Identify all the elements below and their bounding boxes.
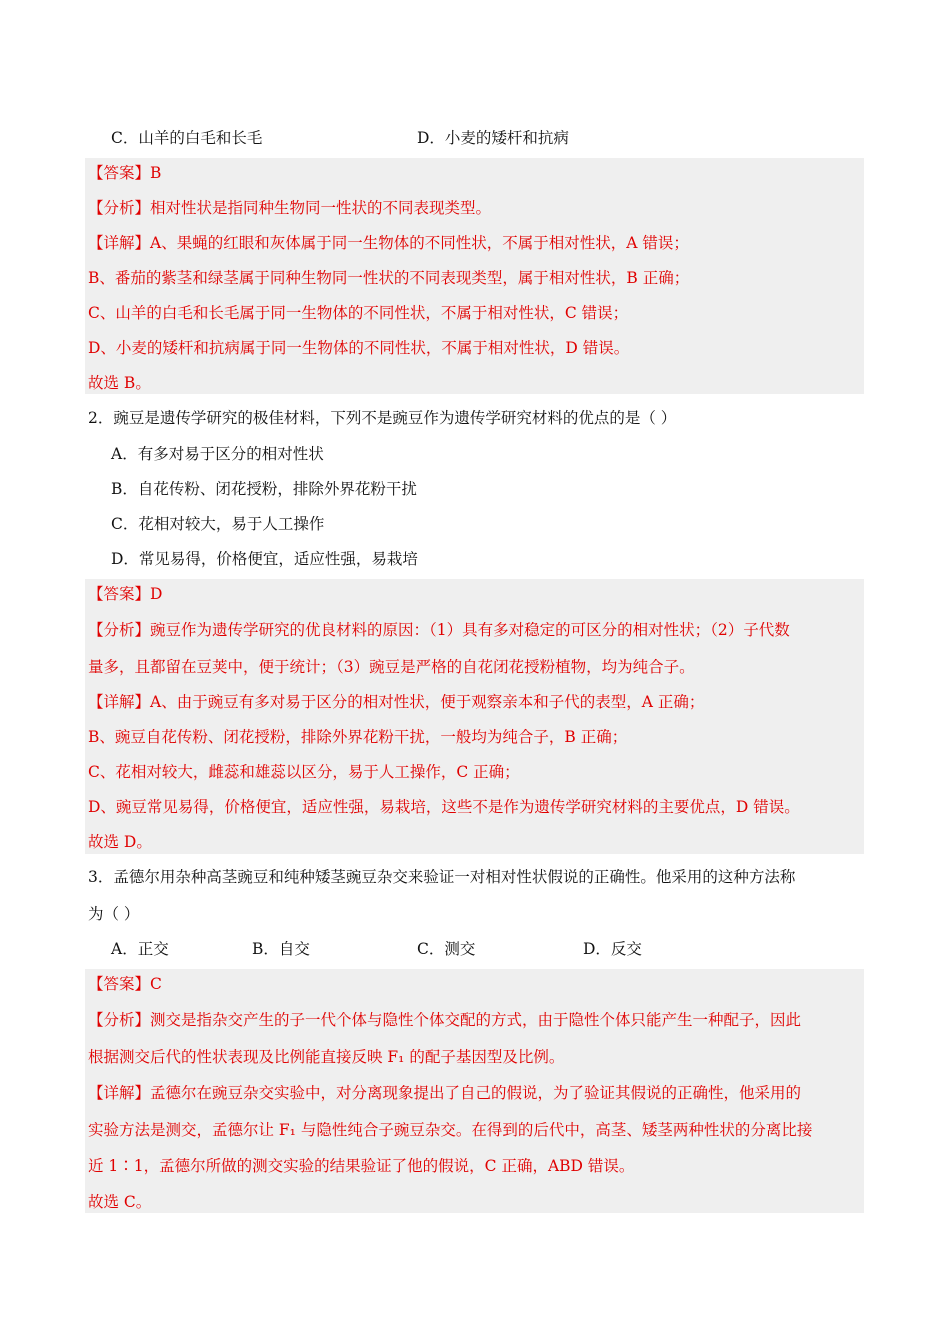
q3-option-b: B．自交 [252,940,310,958]
q2-option-b: B．自花传粉、闭花授粉，排除外界花粉干扰 [111,480,417,498]
q3-detail-line: 实验方法是测交，孟德尔让 F₁ 与隐性纯合子豌豆杂交。在得到的后代中，高茎、矮茎两种性状的分离比接 [88,1121,813,1139]
q2-analysis-line: 量多，且都留在豆荚中，便于统计；（3）豌豆是严格的自花闭花授粉植物，均为纯合子。 [88,658,695,676]
q3-conclusion: 故选 C。 [88,1193,152,1211]
q2-option-c: C．花相对较大，易于人工操作 [111,515,325,533]
q2-detail-line: 【详解】A、由于豌豆有多对易于区分的相对性状，便于观察亲本和子代的表型，A 正确； [88,693,705,711]
q2-analysis-line: 【分析】豌豆作为遗传学研究的优良材料的原因：（1）具有多对稳定的可区分的相对性状；（2）子代数 [88,621,790,639]
q1-answer: 【答案】B [88,164,162,182]
q1-option-c: C．山羊的白毛和长毛 [111,129,263,147]
q2-detail-line: B、豌豆自花传粉、闭花授粉，排除外界花粉干扰，一般均为纯合子，B 正确； [88,728,628,746]
q1-detail-line: D、小麦的矮杆和抗病属于同一生物体的不同性状，不属于相对性状，D 错误。 [88,339,630,357]
q1-detail-line: 【详解】A、果蝇的红眼和灰体属于同一生物体的不同性状，不属于相对性状，A 错误； [88,234,689,252]
q3-analysis-line: 【分析】测交是指杂交产生的子一代个体与隐性个体交配的方式，由于隐性个体只能产生一种配子，因此 [88,1011,802,1029]
q2-detail-line: D、豌豆常见易得，价格便宜，适应性强，易栽培，这些不是作为遗传学研究材料的主要优点，D 错误。 [88,798,800,816]
q3-detail-line: 【详解】孟德尔在豌豆杂交实验中，对分离现象提出了自己的假说，为了验证其假说的正确性，他采用的 [88,1084,802,1102]
q1-detail-line: C、山羊的白毛和长毛属于同一生物体的不同性状，不属于相对性状，C 错误； [88,304,629,322]
q3-option-a: A．正交 [111,940,169,958]
q3-option-c: C．测交 [417,940,476,958]
q3-answer: 【答案】C [88,975,162,993]
q2-option-d: D．常见易得，价格便宜，适应性强，易栽培 [111,550,418,568]
q2-detail-line: C、花相对较大，雌蕊和雄蕊以区分，易于人工操作，C 正确； [88,763,520,781]
q2-answer: 【答案】D [88,585,163,603]
q1-detail-line: B、番茄的紫茎和绿茎属于同种生物同一性状的不同表现类型，属于相对性状，B 正确； [88,269,690,287]
q3-detail-line: 近 1∶1，孟德尔所做的测交实验的结果验证了他的假说，C 正确，ABD 错误。 [88,1157,635,1175]
q3-option-d: D．反交 [583,940,642,958]
q1-conclusion: 故选 B。 [88,374,151,392]
q3-stem-line: 为（ ） [88,905,140,923]
q1-option-d: D．小麦的矮杆和抗病 [417,129,569,147]
q3-analysis-line: 根据测交后代的性状表现及比例能直接反映 F₁ 的配子基因型及比例。 [88,1048,565,1066]
q3-stem-line: 3．孟德尔用杂种高茎豌豆和纯种矮茎豌豆杂交来验证一对相对性状假说的正确性。他采用的这种方法称 [88,868,796,886]
q2-stem: 2．豌豆是遗传学研究的极佳材料，下列不是豌豆作为遗传学研究材料的优点的是（ ） [88,409,677,427]
q1-analysis: 【分析】相对性状是指同种生物同一性状的不同表现类型。 [88,199,492,217]
q2-option-a: A．有多对易于区分的相对性状 [111,445,324,463]
q2-conclusion: 故选 D。 [88,833,152,851]
